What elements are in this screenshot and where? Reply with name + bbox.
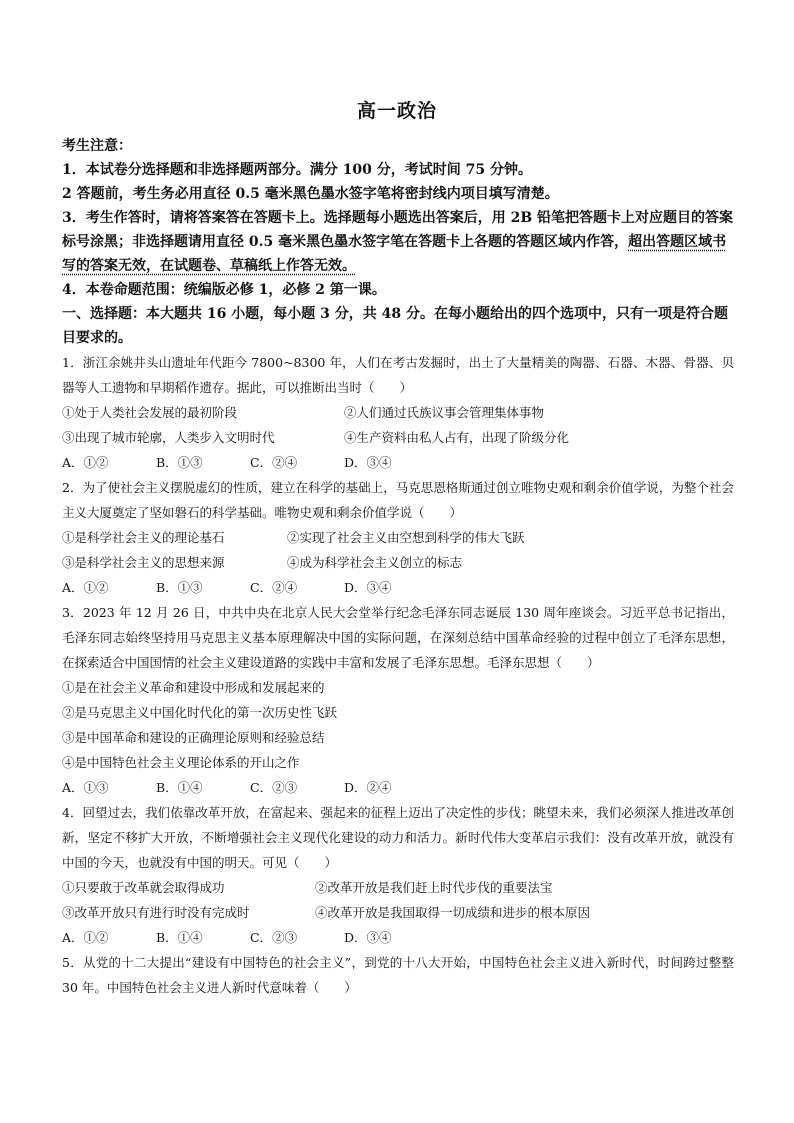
choice-c: C．②④ — [250, 580, 298, 595]
notice-item-3-dotted-text: 超出答题区域书写的答案无效，在试题卷、草稿纸上作答无效。 — [62, 234, 727, 274]
option-1: ①是科学社会主义的理论基石 — [62, 530, 225, 545]
answer-choices — [62, 450, 734, 475]
question-2 — [62, 475, 734, 600]
choice-d: D．③④ — [344, 455, 392, 470]
answer-choices — [62, 575, 734, 600]
answer-choices — [62, 775, 734, 800]
question-stem: 5．从党的十二大提出“建设有中国特色的社会主义”，到党的十八大开始，中国特色社会主义进入新时代，时间跨过整整 30 年。中国特色社会主义进人新时代意味着（ ） — [62, 955, 734, 995]
question-options — [62, 525, 734, 575]
notice-item-3-text: 3．考生作答时，请将答案答在答题卡上。选择题每小题选出答案后，用 2B 铅笔把答题卡上对应题目的答案标号涂黑；非选择题请用直径 0.5 毫米黑色墨水签字笔在答题卡上各题的答题区域内作答， — [62, 210, 734, 250]
choice-c: C．②③ — [250, 930, 298, 945]
exam-notice — [62, 134, 734, 302]
option-1: ①是在社会主义革命和建设中形成和发展起来的 — [62, 680, 325, 695]
question-4 — [62, 800, 734, 950]
option-1: ①只要敢于改革就会取得成功 — [62, 880, 225, 895]
option-3: ③是中国革命和建设的正确理论原则和经验总结 — [62, 730, 325, 745]
choice-a: A．①② — [62, 455, 109, 470]
question-5 — [62, 950, 734, 1000]
choice-c: C．②③ — [250, 780, 298, 795]
option-3: ③出现了城市轮廓，人类步入文明时代 — [62, 430, 275, 445]
question-stem: 2．为了使社会主义摆脱虚幻的性质，建立在科学的基础上，马克思恩格斯通过创立唯物史观和剩余价值学说，为整个社会主义大厦奠定了坚如磐石的科学基础。唯物史观和剩余价值学说（ ） — [62, 480, 734, 520]
choice-b: B．①③ — [156, 580, 203, 595]
question-stem: 1．浙江余姚井头山遗址年代距今 7800~8300 年，人们在考古发掘时，出土了大量精美的陶器、石器、木器、骨器、贝器等人工遗物和早期稻作遗存。据此，可以推断出当时（ ） — [62, 355, 734, 395]
choice-a: A．①② — [62, 930, 109, 945]
question-options — [62, 400, 734, 450]
option-2: ②人们通过氏族议事会管理集体事物 — [344, 405, 545, 420]
answer-choices — [62, 925, 734, 950]
option-3: ③改革开放只有进行时没有完成时 — [62, 905, 250, 920]
question-stem: 4．回望过去，我们依靠改革开放，在富起来、强起来的征程上迈出了决定性的步伐；眺望未来，我们必须深人推进改革创新，坚定不移扩大开放，不断增强社会主义现代化建设的动力和活力。新时代伟大变革启示我们：没有改革开放，就没有中国的今天，也就没有中国的明天。可见（ ） — [62, 805, 734, 870]
option-4: ④改革开放是我国取得一切成绩和进步的根本原因 — [315, 905, 591, 920]
option-2: ②是马克思主义中国化时代化的第一次历史性飞跃 — [62, 705, 338, 720]
option-2: ②实现了社会主义由空想到科学的伟大飞跃 — [287, 530, 525, 545]
choice-d: D．③④ — [344, 930, 392, 945]
notice-heading: 考生注意： — [62, 138, 132, 154]
question-1 — [62, 350, 734, 475]
option-3: ③是科学社会主义的思想来源 — [62, 555, 225, 570]
choice-d: D．②④ — [344, 780, 392, 795]
choice-a: A．①② — [62, 580, 109, 595]
choice-a: A．①③ — [62, 780, 109, 795]
section-heading: 一、选择题：本大题共 16 小题，每小题 3 分，共 48 分。在每小题给出的四个选项中，只有一项是符合题目要求的。 — [62, 306, 728, 346]
choice-c: C．②④ — [250, 455, 298, 470]
question-options — [62, 875, 734, 925]
notice-item-4: 4．本卷命题范围：统编版必修 1，必修 2 第一课。 — [62, 282, 386, 298]
notice-item-2: 2 答题前，考生务必用直径 0.5 毫米黑色墨水签字笔将密封线内项目填写清楚。 — [62, 186, 559, 202]
option-1: ①处于人类社会发展的最初阶段 — [62, 405, 238, 420]
option-4: ④是中国特色社会主义理论体系的开山之作 — [62, 755, 300, 770]
question-3 — [62, 600, 734, 800]
exam-content — [62, 134, 734, 1000]
notice-item-3 — [62, 206, 734, 278]
option-4: ④生产资料由私人占有，出现了阶级分化 — [344, 430, 570, 445]
choice-b: B．①④ — [156, 930, 203, 945]
choice-b: B．①④ — [156, 780, 203, 795]
option-4: ④成为科学社会主义创立的标志 — [287, 555, 463, 570]
question-stem: 3．2023 年 12 月 26 日，中共中央在北京人民大会堂举行纪念毛泽东同志诞辰 130 周年座谈会。习近平总书记指出，毛泽东同志始终坚持用马克思主义基本原理解决中国的实际问题，在深刻总结中国革命经验的过程中创立了毛泽东思想，在探索适合中国国情的社会主义建设道路的实践中丰富和发展了毛泽东思想。毛泽东思想（ ） — [62, 605, 734, 670]
choice-d: D．③④ — [344, 580, 392, 595]
choice-b: B．①③ — [156, 455, 203, 470]
notice-item-1: 1．本试卷分选择题和非选择题两部分。满分 100 分，考试时间 75 分钟。 — [62, 162, 532, 178]
option-2: ②改革开放是我们赶上时代步伐的重要法宝 — [315, 880, 553, 895]
page-title: 高一政治 — [356, 100, 437, 122]
